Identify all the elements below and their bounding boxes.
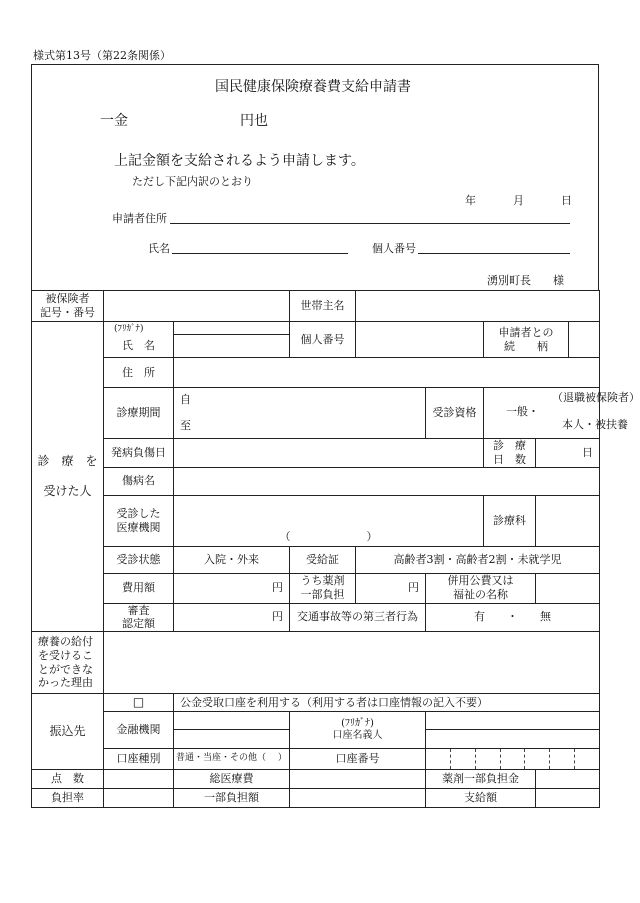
applicant-name-field[interactable] — [172, 253, 348, 254]
drug-copay-field[interactable] — [356, 573, 426, 603]
address-label: 住 所 — [104, 358, 174, 388]
from-label: 自 — [180, 393, 191, 406]
onset-injury-label: 発病負傷日 — [104, 439, 174, 468]
account-number-label: 口座番号 — [290, 749, 426, 770]
drug-partial-field[interactable] — [536, 770, 600, 789]
table-row — [32, 603, 600, 632]
account-number-field[interactable] — [426, 749, 600, 770]
disease-name-field[interactable] — [174, 467, 600, 495]
day-unit: 日 — [582, 445, 593, 459]
to-label: 至 — [180, 419, 191, 432]
treatment-days-label: 診 療 日 数 — [484, 439, 536, 468]
retired-label: （退職被保険者） — [552, 391, 640, 404]
personal-number-field[interactable] — [356, 322, 484, 358]
name-label: 氏 名 — [122, 338, 155, 352]
department-field[interactable] — [536, 495, 600, 546]
addressee: 湧別町長 様 — [487, 274, 564, 287]
total-medical-cost-label: 総医療費 — [174, 770, 290, 789]
certificate-label: 受給証 — [290, 546, 356, 573]
reason-label: 療養の給付 を受けるこ とができな かった理由 — [32, 632, 104, 694]
treated-person-label: 診 療 を 受けた人 — [32, 322, 104, 632]
table-row — [32, 467, 600, 495]
insured-code-label: 被保険者 記号・番号 — [32, 291, 104, 322]
relationship-label: 申請者との 続 柄 — [498, 325, 554, 353]
paren-close: ） — [366, 529, 378, 543]
address-field[interactable] — [174, 358, 600, 388]
approved-amount-field[interactable] — [174, 603, 290, 632]
table-row — [32, 388, 600, 439]
public-account-text: 公金受取口座を利用する（利用する者は口座情報の記入不要） — [174, 694, 600, 712]
institution-field[interactable] — [174, 495, 484, 546]
table-row — [32, 546, 600, 573]
institution-label: 受診した 医療機関 — [104, 495, 174, 546]
disease-name-label: 傷病名 — [104, 467, 174, 495]
transfer-label: 振込先 — [32, 694, 104, 770]
personal-number-label: 個人番号 — [290, 322, 356, 358]
table-row — [32, 770, 600, 789]
payment-amount-label: 支給額 — [426, 789, 536, 808]
table-row — [32, 495, 600, 546]
furigana-label: (ﾌﾘｶﾞﾅ) — [114, 323, 144, 334]
account-holder-label: (ﾌﾘｶﾞﾅ) 口座名義人 — [290, 712, 426, 749]
table-row — [32, 573, 600, 603]
name-field[interactable] — [174, 335, 290, 358]
cost-field[interactable] — [174, 573, 290, 603]
date-year-label: 年 — [465, 194, 476, 207]
table-row — [32, 291, 600, 322]
third-party-label: 交通事故等の第三者行為 — [290, 603, 426, 632]
detail-table — [31, 290, 640, 808]
table-row — [32, 439, 600, 468]
drug-copay-label: うち薬剤 一部負担 — [290, 573, 356, 603]
drug-copay-yen: 円 — [408, 581, 419, 595]
household-head-field[interactable] — [356, 291, 600, 322]
table-row — [32, 694, 600, 712]
treatment-period-field[interactable] — [174, 388, 426, 439]
furigana-field[interactable] — [174, 322, 290, 335]
account-type-label: 口座種別 — [104, 749, 174, 770]
public-expense-label: 併用公費又は 福祉の名称 — [426, 573, 536, 603]
partial-burden-field[interactable] — [290, 789, 426, 808]
total-medical-cost-field[interactable] — [290, 770, 426, 789]
drug-partial-label: 薬剤一部負担金 — [426, 770, 536, 789]
cost-label: 費用額 — [104, 573, 174, 603]
date-month-label: 月 — [513, 194, 524, 207]
table-row — [32, 789, 600, 808]
onset-injury-field[interactable] — [174, 439, 484, 468]
inpatient-outpatient[interactable]: 入院・外来 — [174, 546, 290, 573]
burden-rate-field[interactable] — [104, 789, 174, 808]
financial-institution-label: 金融機関 — [104, 712, 174, 749]
treatment-period-label: 診療期間 — [104, 388, 174, 439]
table-row — [32, 322, 600, 335]
name-label-cell — [104, 322, 174, 358]
table-row — [32, 749, 600, 770]
general-label: 一般・ — [506, 405, 539, 418]
form-title: 国民健康保険療養費支給申請書 — [215, 79, 411, 95]
amount-prefix: 一金 — [100, 113, 128, 129]
points-field[interactable] — [104, 770, 174, 789]
treatment-days-field[interactable] — [536, 439, 600, 468]
applicant-name-label: 氏名 — [148, 242, 170, 255]
table-row — [32, 712, 600, 749]
cost-yen: 円 — [272, 581, 283, 595]
financial-institution-field[interactable] — [174, 712, 290, 749]
department-label: 診療科 — [484, 495, 536, 546]
applicant-address-field[interactable] — [170, 223, 570, 224]
applicant-address-label: 申請者住所 — [112, 212, 167, 225]
relationship-field[interactable] — [568, 322, 599, 357]
self-dependent-label: 本人・被扶養 — [562, 418, 628, 431]
form-number: 様式第13号（第22条関係） — [33, 49, 171, 62]
approved-yen: 円 — [272, 610, 283, 624]
table-row — [32, 358, 600, 388]
reason-field[interactable] — [104, 632, 600, 694]
eligibility-label: 受診資格 — [426, 388, 484, 439]
applicant-personal-number-field[interactable] — [418, 253, 570, 254]
burden-rate-label: 負担率 — [32, 789, 104, 808]
date-day-label: 日 — [561, 194, 572, 207]
household-head-label: 世帯主名 — [290, 291, 356, 322]
paren-open: （ — [279, 529, 291, 543]
table-row — [32, 632, 600, 694]
request-statement: 上記金額を支給されるよう申請します。 — [114, 153, 365, 169]
breakdown-note: ただし下記内訳のとおり — [132, 175, 253, 188]
approved-amount-label: 審査 認定額 — [104, 603, 174, 632]
payment-amount-field[interactable] — [536, 789, 600, 808]
account-type-options[interactable]: 普通・当座・その他（ ） — [174, 749, 290, 770]
eligibility-field[interactable] — [484, 388, 640, 439]
points-label: 点 数 — [32, 770, 104, 789]
amount-field[interactable] — [140, 110, 235, 128]
partial-burden-label: 一部負担額 — [174, 789, 290, 808]
amount-suffix: 円也 — [240, 113, 268, 129]
third-party-yes-no[interactable]: 有 ・ 無 — [426, 603, 600, 632]
visit-status-label: 受診状態 — [104, 546, 174, 573]
applicant-personal-number-label: 個人番号 — [372, 242, 416, 255]
public-account-checkbox[interactable]: □ — [104, 694, 174, 712]
account-holder-field[interactable] — [426, 712, 600, 749]
public-expense-field[interactable] — [536, 573, 600, 603]
insured-code-field[interactable] — [104, 291, 290, 322]
elderly-options[interactable]: 高齢者3割・高齢者2割・未就学児 — [356, 546, 600, 573]
form-header-frame — [31, 64, 599, 290]
relationship-cell — [484, 322, 600, 358]
